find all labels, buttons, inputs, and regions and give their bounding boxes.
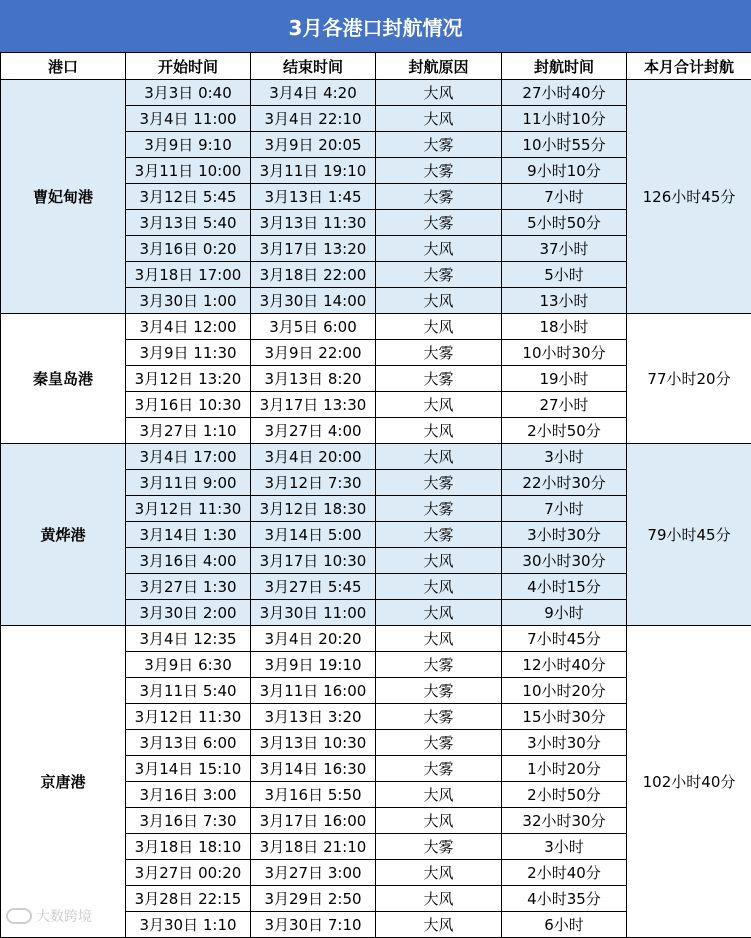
start-time-cell: 3月28日 22:15 <box>126 886 251 912</box>
duration-cell: 18小时 <box>502 314 627 340</box>
end-time-cell: 3月18日 22:00 <box>251 262 376 288</box>
duration-cell: 3小时 <box>502 444 627 470</box>
duration-cell: 7小时 <box>502 184 627 210</box>
duration-cell: 6小时 <box>502 912 627 938</box>
table-body <box>1 80 751 938</box>
start-time-cell: 3月18日 17:00 <box>126 262 251 288</box>
end-time-cell: 3月29日 2:50 <box>251 886 376 912</box>
end-time-cell: 3月13日 11:30 <box>251 210 376 236</box>
port-name-cell: 秦皇岛港 <box>1 314 126 444</box>
reason-cell: 大风 <box>376 626 502 652</box>
start-time-cell: 3月4日 11:00 <box>126 106 251 132</box>
duration-cell: 2小时50分 <box>502 782 627 808</box>
duration-cell: 11小时10分 <box>502 106 627 132</box>
reason-cell: 大风 <box>376 912 502 938</box>
end-time-cell: 3月9日 20:05 <box>251 132 376 158</box>
start-time-cell: 3月30日 1:00 <box>126 288 251 314</box>
start-time-cell: 3月30日 1:10 <box>126 912 251 938</box>
end-time-cell: 3月13日 8:20 <box>251 366 376 392</box>
duration-cell: 2小时40分 <box>502 860 627 886</box>
duration-cell: 27小时40分 <box>502 80 627 106</box>
start-time-cell: 3月13日 6:00 <box>126 730 251 756</box>
duration-cell: 10小时20分 <box>502 678 627 704</box>
end-time-cell: 3月14日 16:30 <box>251 756 376 782</box>
start-time-cell: 3月9日 6:30 <box>126 652 251 678</box>
end-time-cell: 3月30日 7:10 <box>251 912 376 938</box>
start-time-cell: 3月4日 17:00 <box>126 444 251 470</box>
end-time-cell: 3月13日 3:20 <box>251 704 376 730</box>
reason-cell: 大风 <box>376 236 502 262</box>
reason-cell: 大风 <box>376 80 502 106</box>
end-time-cell: 3月4日 22:10 <box>251 106 376 132</box>
end-time-cell: 3月11日 19:10 <box>251 158 376 184</box>
port-name-cell: 黄烨港 <box>1 444 126 626</box>
end-time-cell: 3月5日 6:00 <box>251 314 376 340</box>
start-time-cell: 3月3日 0:40 <box>126 80 251 106</box>
reason-cell: 大雾 <box>376 158 502 184</box>
duration-cell: 13小时 <box>502 288 627 314</box>
end-time-cell: 3月12日 18:30 <box>251 496 376 522</box>
reason-cell: 大风 <box>376 600 502 626</box>
watermark <box>6 906 92 926</box>
reason-cell: 大风 <box>376 288 502 314</box>
duration-cell: 3小时30分 <box>502 730 627 756</box>
duration-cell: 30小时30分 <box>502 548 627 574</box>
reason-cell: 大雾 <box>376 730 502 756</box>
start-time-cell: 3月4日 12:00 <box>126 314 251 340</box>
start-time-cell: 3月18日 18:10 <box>126 834 251 860</box>
table-row <box>1 314 751 340</box>
col-header-duration: 封航时间 <box>502 53 627 80</box>
reason-cell: 大风 <box>376 392 502 418</box>
duration-cell: 1小时20分 <box>502 756 627 782</box>
end-time-cell: 3月13日 10:30 <box>251 730 376 756</box>
col-header-end: 结束时间 <box>251 53 376 80</box>
reason-cell: 大风 <box>376 860 502 886</box>
reason-cell: 大风 <box>376 106 502 132</box>
start-time-cell: 3月13日 5:40 <box>126 210 251 236</box>
duration-cell: 12小时40分 <box>502 652 627 678</box>
end-time-cell: 3月30日 14:00 <box>251 288 376 314</box>
duration-cell: 7小时45分 <box>502 626 627 652</box>
end-time-cell: 3月12日 7:30 <box>251 470 376 496</box>
start-time-cell: 3月27日 1:10 <box>126 418 251 444</box>
start-time-cell: 3月11日 10:00 <box>126 158 251 184</box>
end-time-cell: 3月27日 5:45 <box>251 574 376 600</box>
port-name-cell: 京唐港 <box>1 626 126 938</box>
start-time-cell: 3月16日 3:00 <box>126 782 251 808</box>
reason-cell: 大雾 <box>376 210 502 236</box>
reason-cell: 大风 <box>376 418 502 444</box>
end-time-cell: 3月18日 21:10 <box>251 834 376 860</box>
duration-cell: 4小时35分 <box>502 886 627 912</box>
reason-cell: 大风 <box>376 548 502 574</box>
reason-cell: 大雾 <box>376 678 502 704</box>
reason-cell: 大风 <box>376 808 502 834</box>
start-time-cell: 3月16日 7:30 <box>126 808 251 834</box>
start-time-cell: 3月16日 10:30 <box>126 392 251 418</box>
end-time-cell: 3月4日 20:20 <box>251 626 376 652</box>
duration-cell: 32小时30分 <box>502 808 627 834</box>
duration-cell: 27小时 <box>502 392 627 418</box>
monthly-total-cell: 77小时20分 <box>627 314 751 444</box>
duration-cell: 3小时 <box>502 834 627 860</box>
duration-cell: 9小时 <box>502 600 627 626</box>
end-time-cell: 3月30日 11:00 <box>251 600 376 626</box>
end-time-cell: 3月4日 20:00 <box>251 444 376 470</box>
end-time-cell: 3月14日 5:00 <box>251 522 376 548</box>
reason-cell: 大风 <box>376 886 502 912</box>
monthly-total-cell: 126小时45分 <box>627 80 751 314</box>
reason-cell: 大风 <box>376 574 502 600</box>
header-row <box>1 53 751 80</box>
start-time-cell: 3月11日 9:00 <box>126 470 251 496</box>
start-time-cell: 3月9日 9:10 <box>126 132 251 158</box>
duration-cell: 9小时10分 <box>502 158 627 184</box>
duration-cell: 5小时50分 <box>502 210 627 236</box>
reason-cell: 大风 <box>376 782 502 808</box>
start-time-cell: 3月27日 00:20 <box>126 860 251 886</box>
start-time-cell: 3月16日 4:00 <box>126 548 251 574</box>
reason-cell: 大雾 <box>376 652 502 678</box>
start-time-cell: 3月12日 13:20 <box>126 366 251 392</box>
reason-cell: 大雾 <box>376 522 502 548</box>
start-time-cell: 3月12日 11:30 <box>126 496 251 522</box>
start-time-cell: 3月9日 11:30 <box>126 340 251 366</box>
table-row <box>1 444 751 470</box>
end-time-cell: 3月17日 10:30 <box>251 548 376 574</box>
duration-cell: 37小时 <box>502 236 627 262</box>
end-time-cell: 3月27日 3:00 <box>251 860 376 886</box>
reason-cell: 大风 <box>376 444 502 470</box>
end-time-cell: 3月17日 13:20 <box>251 236 376 262</box>
duration-cell: 3小时30分 <box>502 522 627 548</box>
start-time-cell: 3月11日 5:40 <box>126 678 251 704</box>
end-time-cell: 3月9日 19:10 <box>251 652 376 678</box>
page-title: 3月各港口封航情况 <box>0 0 751 52</box>
duration-cell: 22小时30分 <box>502 470 627 496</box>
start-time-cell: 3月12日 11:30 <box>126 704 251 730</box>
end-time-cell: 3月16日 5:50 <box>251 782 376 808</box>
reason-cell: 大雾 <box>376 756 502 782</box>
duration-cell: 10小时55分 <box>502 132 627 158</box>
duration-cell: 7小时 <box>502 496 627 522</box>
port-closure-table <box>0 52 751 938</box>
start-time-cell: 3月14日 1:30 <box>126 522 251 548</box>
duration-cell: 4小时15分 <box>502 574 627 600</box>
end-time-cell: 3月13日 1:45 <box>251 184 376 210</box>
end-time-cell: 3月27日 4:00 <box>251 418 376 444</box>
col-header-port: 港口 <box>1 53 126 80</box>
monthly-total-cell: 102小时40分 <box>627 626 751 938</box>
reason-cell: 大雾 <box>376 496 502 522</box>
end-time-cell: 3月11日 16:00 <box>251 678 376 704</box>
reason-cell: 大雾 <box>376 704 502 730</box>
start-time-cell: 3月14日 15:10 <box>126 756 251 782</box>
duration-cell: 15小时30分 <box>502 704 627 730</box>
duration-cell: 2小时50分 <box>502 418 627 444</box>
end-time-cell: 3月9日 22:00 <box>251 340 376 366</box>
reason-cell: 大雾 <box>376 340 502 366</box>
reason-cell: 大雾 <box>376 262 502 288</box>
watermark-logo-icon <box>6 908 32 924</box>
duration-cell: 10小时30分 <box>502 340 627 366</box>
duration-cell: 5小时 <box>502 262 627 288</box>
reason-cell: 大雾 <box>376 470 502 496</box>
col-header-monthly-total: 本月合计封航 <box>627 53 751 80</box>
start-time-cell: 3月12日 5:45 <box>126 184 251 210</box>
port-name-cell: 曹妃甸港 <box>1 80 126 314</box>
reason-cell: 大雾 <box>376 366 502 392</box>
end-time-cell: 3月4日 4:20 <box>251 80 376 106</box>
reason-cell: 大风 <box>376 314 502 340</box>
start-time-cell: 3月27日 1:30 <box>126 574 251 600</box>
start-time-cell: 3月4日 12:35 <box>126 626 251 652</box>
start-time-cell: 3月16日 0:20 <box>126 236 251 262</box>
reason-cell: 大雾 <box>376 132 502 158</box>
monthly-total-cell: 79小时45分 <box>627 444 751 626</box>
start-time-cell: 3月30日 2:00 <box>126 600 251 626</box>
table-row <box>1 626 751 652</box>
table-row <box>1 80 751 106</box>
watermark-text: 大数跨境 <box>36 909 92 925</box>
duration-cell: 19小时 <box>502 366 627 392</box>
end-time-cell: 3月17日 16:00 <box>251 808 376 834</box>
reason-cell: 大雾 <box>376 834 502 860</box>
col-header-start: 开始时间 <box>126 53 251 80</box>
reason-cell: 大雾 <box>376 184 502 210</box>
col-header-reason: 封航原因 <box>376 53 502 80</box>
end-time-cell: 3月17日 13:30 <box>251 392 376 418</box>
